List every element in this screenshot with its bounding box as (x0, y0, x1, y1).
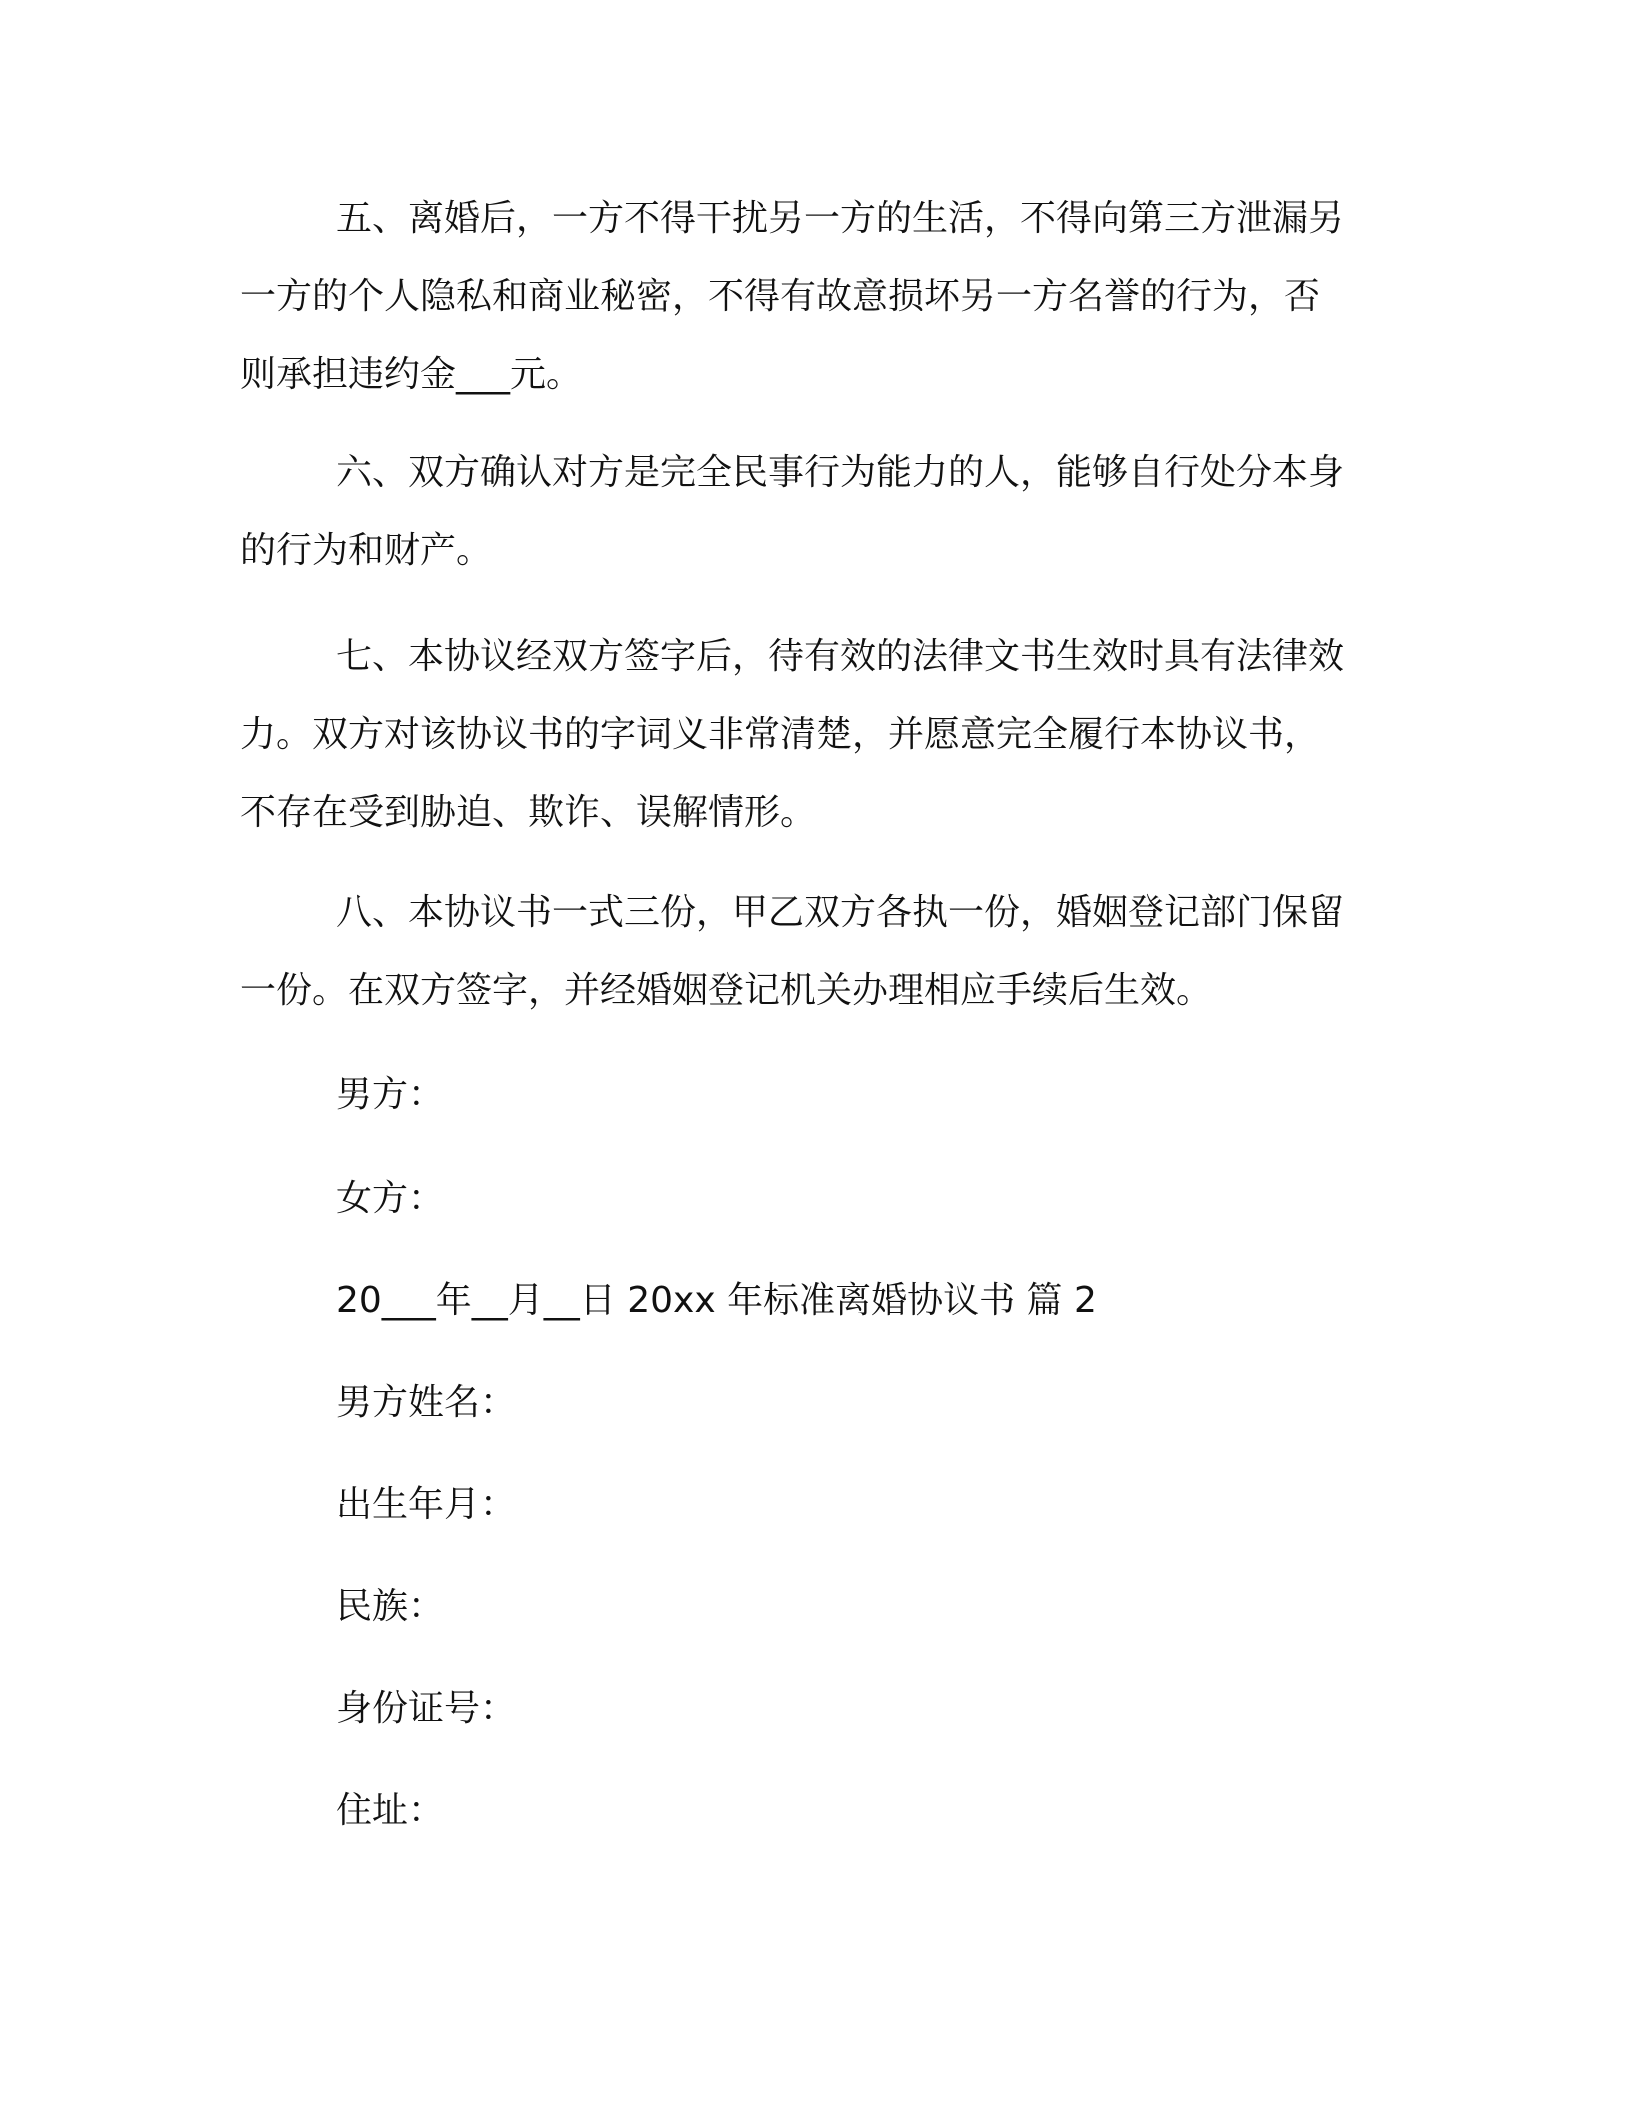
address-label: 住址： (336, 1790, 445, 1831)
paragraph-line: 则承担违约金___元。 (240, 354, 583, 395)
paragraph-line: 的行为和财产。 (240, 530, 493, 571)
male-name-label: 男方姓名： (336, 1382, 517, 1423)
paragraph-line: 五、离婚后，一方不得干扰另一方的生活，不得向第三方泄漏另 (336, 198, 1345, 239)
ethnicity-label: 民族： (336, 1586, 445, 1627)
paragraph-5 (240, 180, 1390, 414)
date-line: 20___年__月__日 20xx 年标准离婚协议书 篇 2 (336, 1280, 1097, 1321)
paragraph-line: 力。双方对该协议书的字词义非常清楚，并愿意完全履行本协议书， (240, 714, 1321, 755)
date-and-heading (240, 1262, 1390, 1340)
paragraph-line: 一方的个人隐私和商业秘密，不得有故意损坏另一方名誉的行为，否 (240, 276, 1321, 317)
field-male-name (240, 1364, 1390, 1442)
male-signature-label: 男方： (336, 1074, 445, 1115)
field-address (240, 1772, 1390, 1850)
field-id-number (240, 1670, 1390, 1748)
signature-male (240, 1056, 1390, 1134)
id-number-label: 身份证号： (336, 1688, 517, 1729)
paragraph-line: 不存在受到胁迫、欺诈、误解情形。 (240, 792, 817, 833)
paragraph-line: 七、本协议经双方签字后，待有效的法律文书生效时具有法律效 (336, 636, 1345, 677)
signature-female (240, 1160, 1390, 1238)
field-birth (240, 1466, 1390, 1544)
paragraph-7 (240, 618, 1390, 852)
paragraph-line: 一份。在双方签字，并经婚姻登记机关办理相应手续后生效。 (240, 970, 1213, 1011)
birth-label: 出生年月： (336, 1484, 517, 1525)
paragraph-line: 六、双方确认对方是完全民事行为能力的人，能够自行处分本身 (336, 452, 1345, 493)
paragraph-8 (240, 874, 1390, 1030)
paragraph-line: 八、本协议书一式三份，甲乙双方各执一份，婚姻登记部门保留 (336, 892, 1345, 933)
female-signature-label: 女方： (336, 1178, 445, 1219)
paragraph-6 (240, 434, 1390, 590)
field-ethnicity (240, 1568, 1390, 1646)
